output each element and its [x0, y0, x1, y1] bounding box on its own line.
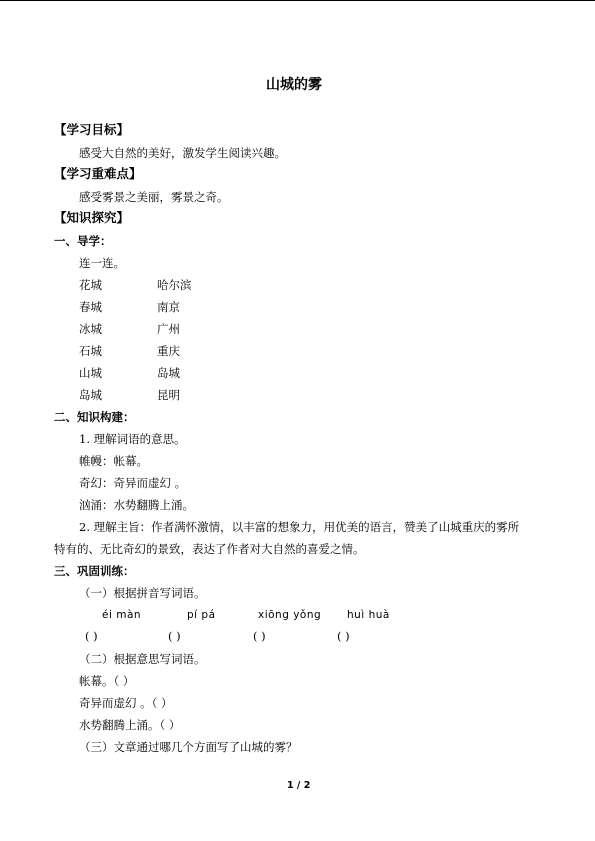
definition: 奇幻：奇异而虚幻 。 — [79, 476, 187, 490]
construction-item-2-line-1: 2. 理解主旨：作者满怀激情，以丰富的想象力，用优美的语言，赞美了山城重庆的雾所 — [79, 520, 520, 534]
construction-item-2-line-2: 特有的、无比奇幻的景致，表达了作者对大自然的喜爱之情。 — [54, 542, 365, 556]
pinyin-prompt: xiōng yǒng — [258, 609, 322, 621]
answer-blank[interactable]: ( ) — [85, 629, 98, 643]
answer-blank[interactable]: ( ) — [168, 629, 181, 643]
guide-heading: 一、导学： — [54, 234, 112, 248]
pair-right: 重庆 — [157, 344, 180, 358]
pair-right: 哈尔滨 — [157, 278, 192, 292]
key-points-heading: 【学习重难点】 — [54, 166, 142, 181]
pinyin-prompt: éi màn — [102, 609, 142, 621]
pair-right: 昆明 — [157, 388, 180, 402]
construction-item-1: 1. 理解词语的意思。 — [79, 432, 186, 446]
construction-heading: 二、知识构建： — [54, 410, 135, 424]
definition: 汹涌：水势翻腾上涌。 — [79, 498, 194, 512]
practice-sub-2: （二）根据意思写词语。 — [79, 652, 206, 666]
pair-left: 岛城 — [79, 388, 102, 402]
pinyin-prompt: pí pá — [187, 609, 216, 621]
pair-left: 春城 — [79, 300, 102, 314]
meaning-question[interactable]: 奇异而虚幻 。（ ） — [79, 696, 173, 710]
definition: 帷幔：帐幕。 — [79, 454, 148, 468]
answer-blank[interactable]: ( ) — [337, 629, 350, 643]
pair-right: 广州 — [157, 322, 180, 336]
page-number: 1 / 2 — [287, 780, 311, 791]
header-rule — [0, 0, 595, 1]
pair-left: 冰城 — [79, 322, 102, 336]
practice-sub-3: （三）文章通过哪几个方面写了山城的雾？ — [79, 740, 298, 754]
meaning-question[interactable]: 帐幕。（ ） — [79, 674, 135, 688]
objectives-heading: 【学习目标】 — [54, 122, 130, 137]
pair-right: 南京 — [157, 300, 180, 314]
practice-sub-1: （一）根据拼音写词语。 — [79, 586, 206, 600]
pair-left: 花城 — [79, 278, 102, 292]
page-title: 山城的雾 — [266, 77, 322, 93]
guide-instruction: 连一连。 — [79, 256, 125, 270]
key-points-text: 感受雾景之美丽，雾景之奇。 — [79, 190, 229, 204]
pair-left: 山城 — [79, 366, 102, 380]
objectives-text: 感受大自然的美好，激发学生阅读兴趣。 — [79, 146, 286, 160]
pair-left: 石城 — [79, 344, 102, 358]
meaning-question[interactable]: 水势翻腾上涌。（ ） — [79, 718, 181, 732]
pair-right: 岛城 — [157, 366, 180, 380]
exploration-heading: 【知识探究】 — [54, 210, 130, 225]
answer-blank[interactable]: ( ) — [253, 629, 266, 643]
pinyin-prompt: huì huà — [347, 609, 390, 621]
practice-heading: 三、巩固训练： — [54, 564, 135, 578]
